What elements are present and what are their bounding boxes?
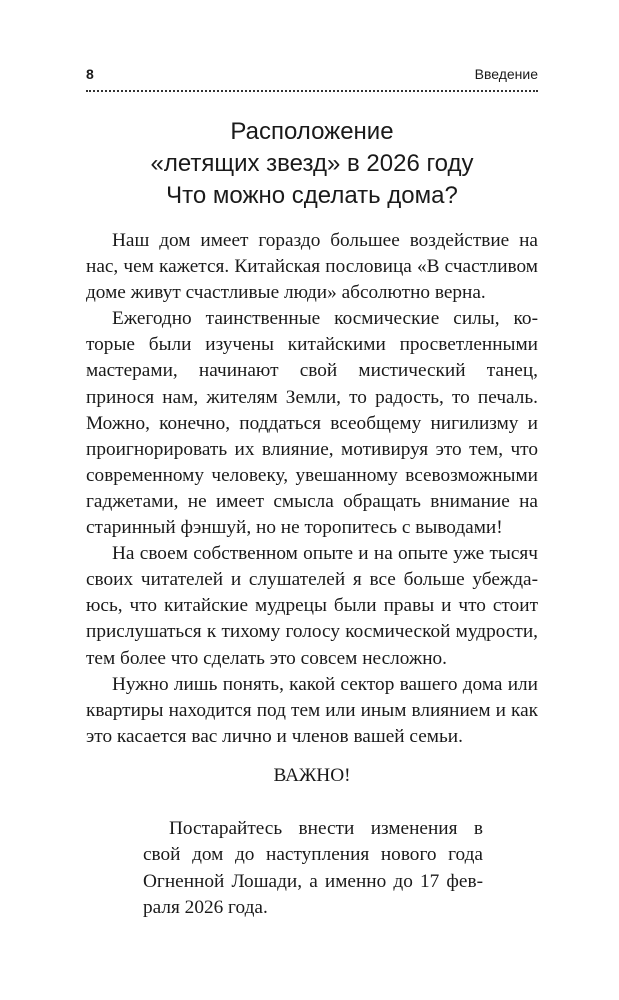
paragraph-4: Нужно лишь понять, какой сектор вашего дома или квартиры находится под тем или иным влиянием и как это касается вас лично и членов вашей семьи. — [86, 673, 538, 747]
chapter-title-line-3: Что можно сделать дома? — [166, 182, 458, 209]
body-text — [86, 228, 538, 750]
chapter-title-line-2: «летящих звезд» в 2026 году — [150, 150, 474, 177]
paragraph-1: Наш дом имеет гораздо большее воздействие на нас, чем кажется. Китайская пословица «В счастливом доме живут счастливые люди» абсолютно верна. — [86, 230, 538, 304]
paragraph-3: На своем собственном опыте и на опыте уже тысяч своих читателей и слушателей я все больше убеждаюсь, что китайские мудрецы были правы и что стоит прислушаться к тихому голосу космической мудрости, тем более что сделать это совсем несложно. — [86, 543, 538, 669]
section-name: Введение — [474, 66, 538, 82]
paragraph-2: Ежегодно таинственные космические силы, которые были изучены китайскими просветленными мастерами, начинают свой мистический танец, принося нам, жителям Земли, то радость, то печаль. Можно, конечно, поддаться всеобщему нигилизму и проигнорировать их влияние, мотивируя это тем, что современному человеку, увешанному всевозможными гаджетами, не имеет смысла обращать внимание на старинный фэншуй, но не торопитесь с выводами! — [86, 308, 538, 539]
chapter-title — [86, 116, 538, 212]
page-number: 8 — [86, 66, 94, 82]
running-head — [86, 66, 538, 86]
chapter-title-line-1: Расположение — [230, 118, 394, 145]
notice-box — [143, 816, 483, 921]
notice-heading: ВАЖНО! — [273, 765, 351, 786]
notice-text: Постарайтесь внести изменения в свой дом до наступления нового года Огненной Лошади, а именно до 17 февраля 2026 года. — [143, 818, 483, 918]
dotted-divider — [86, 90, 538, 92]
